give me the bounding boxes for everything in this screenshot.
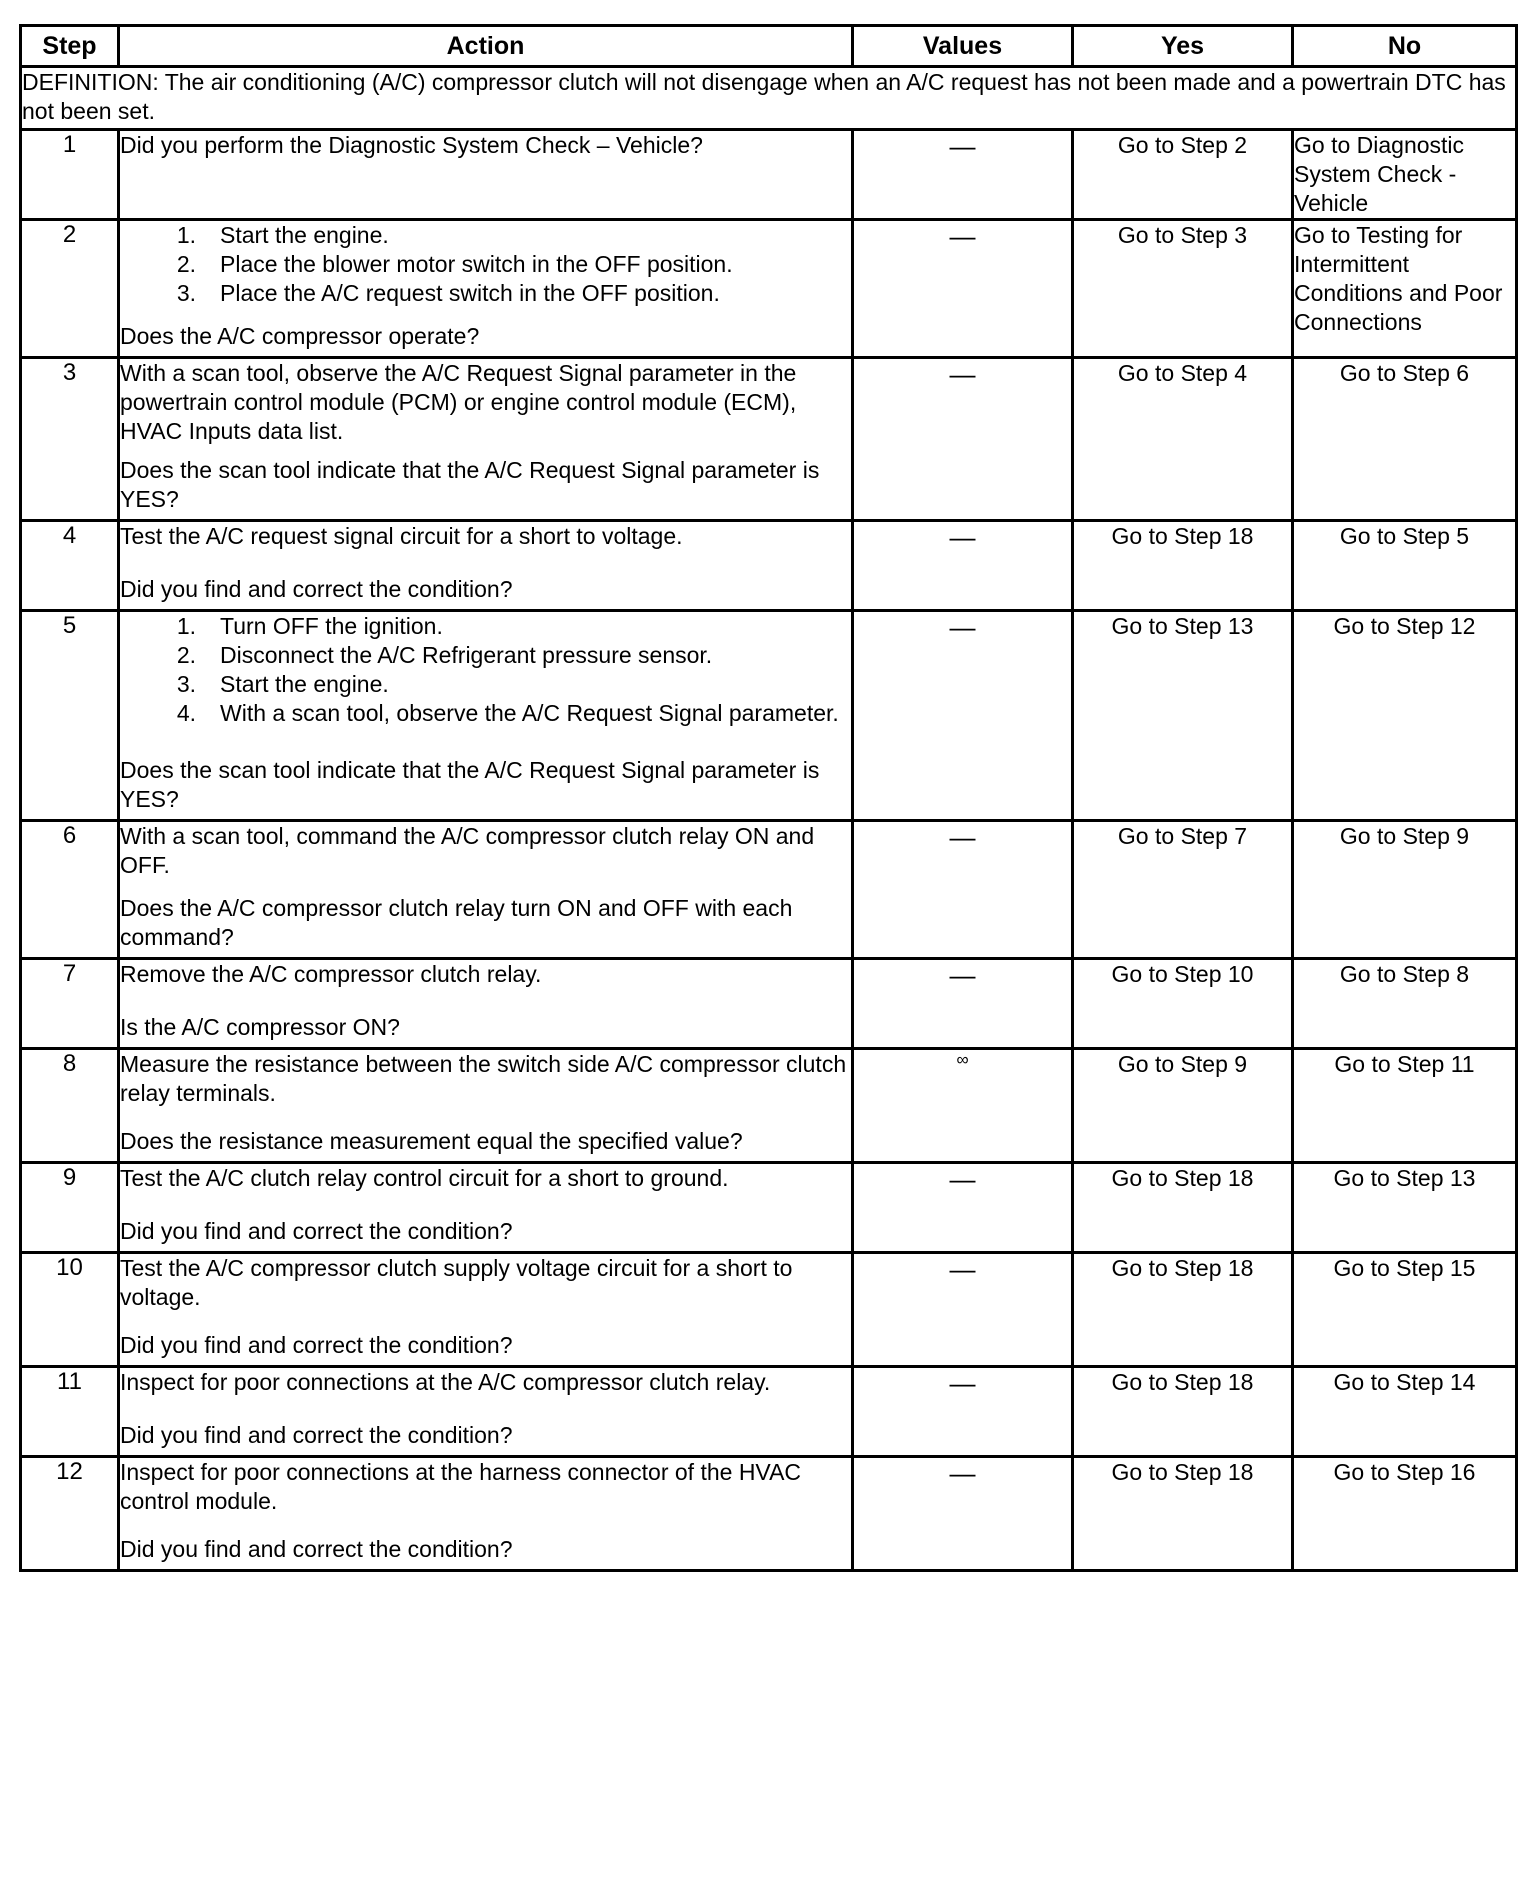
header-row bbox=[21, 26, 1517, 67]
step-number: 8 bbox=[21, 1049, 119, 1163]
action-cell bbox=[119, 1049, 853, 1163]
list-item: 1. Start the engine. bbox=[176, 222, 389, 248]
action-cell bbox=[119, 611, 853, 821]
value-cell: — bbox=[853, 1253, 1073, 1367]
list-item: 4. With a scan tool, observe the A/C Request Signal parameter. bbox=[176, 700, 839, 726]
step-number: 5 bbox=[21, 611, 119, 821]
action-question: Does the resistance measurement equal the specified value? bbox=[120, 1128, 743, 1154]
header-yes: Yes bbox=[1073, 26, 1293, 67]
table-row bbox=[21, 220, 1517, 358]
list-item: 2. Place the blower motor switch in the OFF position. bbox=[176, 251, 733, 277]
yes-cell: Go to Step 18 bbox=[1073, 1163, 1293, 1253]
header-action: Action bbox=[119, 26, 853, 67]
table-row bbox=[21, 1253, 1517, 1367]
action-text: Measure the resistance between the switch side A/C compressor clutch relay terminals. bbox=[120, 1051, 847, 1106]
action-question: Did you find and correct the condition? bbox=[120, 1422, 513, 1448]
value-cell: — bbox=[853, 130, 1073, 220]
no-cell: Go to Step 9 bbox=[1293, 821, 1517, 959]
list-item: 3. Start the engine. bbox=[176, 671, 389, 697]
step-number: 7 bbox=[21, 959, 119, 1049]
action-text: Test the A/C clutch relay control circuit for a short to ground. bbox=[120, 1165, 729, 1191]
action-question: Does the A/C compressor clutch relay turn ON and OFF with each command? bbox=[120, 895, 793, 950]
no-cell: Go to Step 6 bbox=[1293, 358, 1517, 521]
table-row bbox=[21, 1457, 1517, 1571]
table-row bbox=[21, 611, 1517, 821]
header-step: Step bbox=[21, 26, 119, 67]
action-cell bbox=[119, 130, 853, 220]
action-text: Did you perform the Diagnostic System Check – Vehicle? bbox=[120, 132, 703, 158]
table-row bbox=[21, 821, 1517, 959]
table-row bbox=[21, 521, 1517, 611]
definition-row bbox=[21, 67, 1517, 130]
yes-cell: Go to Step 4 bbox=[1073, 358, 1293, 521]
step-number: 1 bbox=[21, 130, 119, 220]
table-row bbox=[21, 1163, 1517, 1253]
action-text: With a scan tool, command the A/C compressor clutch relay ON and OFF. bbox=[120, 823, 815, 878]
action-question: Does the A/C compressor operate? bbox=[120, 323, 480, 349]
list-item: 1. Turn OFF the ignition. bbox=[176, 613, 443, 639]
list-item: 2. Disconnect the A/C Refrigerant pressure sensor. bbox=[176, 642, 713, 668]
no-cell: Go to Step 12 bbox=[1293, 611, 1517, 821]
value-cell: — bbox=[853, 959, 1073, 1049]
action-question: Does the scan tool indicate that the A/C Request Signal parameter is YES? bbox=[120, 457, 820, 512]
no-cell: Go to Step 16 bbox=[1293, 1457, 1517, 1571]
action-steps-list bbox=[120, 612, 851, 728]
value-cell: — bbox=[853, 358, 1073, 521]
table-row bbox=[21, 1049, 1517, 1163]
diagnostic-table bbox=[19, 24, 1518, 1572]
step-number: 3 bbox=[21, 358, 119, 521]
header-values: Values bbox=[853, 26, 1073, 67]
action-cell bbox=[119, 220, 853, 358]
no-cell: Go to Step 14 bbox=[1293, 1367, 1517, 1457]
action-cell bbox=[119, 1163, 853, 1253]
step-number: 11 bbox=[21, 1367, 119, 1457]
table-row bbox=[21, 959, 1517, 1049]
yes-cell: Go to Step 3 bbox=[1073, 220, 1293, 358]
no-cell: Go to Diagnostic System Check - Vehicle bbox=[1293, 130, 1517, 220]
action-cell bbox=[119, 821, 853, 959]
value-cell: — bbox=[853, 521, 1073, 611]
value-cell: — bbox=[853, 611, 1073, 821]
value-cell: — bbox=[853, 1457, 1073, 1571]
no-cell: Go to Testing for Intermittent Conditions and Poor Connections bbox=[1293, 220, 1517, 358]
yes-cell: Go to Step 10 bbox=[1073, 959, 1293, 1049]
yes-cell: Go to Step 13 bbox=[1073, 611, 1293, 821]
action-cell bbox=[119, 358, 853, 521]
yes-cell: Go to Step 9 bbox=[1073, 1049, 1293, 1163]
yes-cell: Go to Step 18 bbox=[1073, 1367, 1293, 1457]
action-question: Does the scan tool indicate that the A/C Request Signal parameter is YES? bbox=[120, 757, 820, 812]
step-number: 9 bbox=[21, 1163, 119, 1253]
action-cell bbox=[119, 1367, 853, 1457]
value-cell: — bbox=[853, 1367, 1073, 1457]
action-cell bbox=[119, 1253, 853, 1367]
no-cell: Go to Step 15 bbox=[1293, 1253, 1517, 1367]
yes-cell: Go to Step 18 bbox=[1073, 1253, 1293, 1367]
action-question: Did you find and correct the condition? bbox=[120, 576, 513, 602]
action-question: Did you find and correct the condition? bbox=[120, 1332, 513, 1358]
action-text: Remove the A/C compressor clutch relay. bbox=[120, 961, 542, 987]
value-cell: — bbox=[853, 220, 1073, 358]
table-row bbox=[21, 130, 1517, 220]
step-number: 4 bbox=[21, 521, 119, 611]
action-steps-list bbox=[120, 221, 851, 308]
no-cell: Go to Step 8 bbox=[1293, 959, 1517, 1049]
no-cell: Go to Step 11 bbox=[1293, 1049, 1517, 1163]
no-cell: Go to Step 13 bbox=[1293, 1163, 1517, 1253]
step-number: 2 bbox=[21, 220, 119, 358]
header-no: No bbox=[1293, 26, 1517, 67]
yes-cell: Go to Step 18 bbox=[1073, 521, 1293, 611]
table-row bbox=[21, 1367, 1517, 1457]
yes-cell: Go to Step 7 bbox=[1073, 821, 1293, 959]
action-text: Test the A/C request signal circuit for a short to voltage. bbox=[120, 523, 683, 549]
action-question: Did you find and correct the condition? bbox=[120, 1536, 513, 1562]
action-cell bbox=[119, 1457, 853, 1571]
value-cell: ∞ bbox=[853, 1049, 1073, 1163]
yes-cell: Go to Step 2 bbox=[1073, 130, 1293, 220]
table-row bbox=[21, 358, 1517, 521]
action-cell bbox=[119, 521, 853, 611]
value-cell: — bbox=[853, 1163, 1073, 1253]
value-cell: — bbox=[853, 821, 1073, 959]
action-text: Inspect for poor connections at the A/C compressor clutch relay. bbox=[120, 1369, 771, 1395]
action-text: Test the A/C compressor clutch supply voltage circuit for a short to voltage. bbox=[120, 1255, 793, 1310]
step-number: 12 bbox=[21, 1457, 119, 1571]
action-text: Inspect for poor connections at the harness connector of the HVAC control module. bbox=[120, 1459, 802, 1514]
action-text: With a scan tool, observe the A/C Request Signal parameter in the powertrain control module (PCM) or engine control module (ECM), HVAC Inputs data list. bbox=[120, 360, 797, 444]
action-cell bbox=[119, 959, 853, 1049]
step-number: 10 bbox=[21, 1253, 119, 1367]
yes-cell: Go to Step 18 bbox=[1073, 1457, 1293, 1571]
definition-text: DEFINITION: The air conditioning (A/C) compressor clutch will not disengage when an A/C request has not been made and a powertrain DTC has not been set. bbox=[21, 67, 1517, 130]
list-item: 3. Place the A/C request switch in the OFF position. bbox=[176, 280, 720, 306]
action-question: Is the A/C compressor ON? bbox=[120, 1014, 400, 1040]
step-number: 6 bbox=[21, 821, 119, 959]
action-question: Did you find and correct the condition? bbox=[120, 1218, 513, 1244]
no-cell: Go to Step 5 bbox=[1293, 521, 1517, 611]
